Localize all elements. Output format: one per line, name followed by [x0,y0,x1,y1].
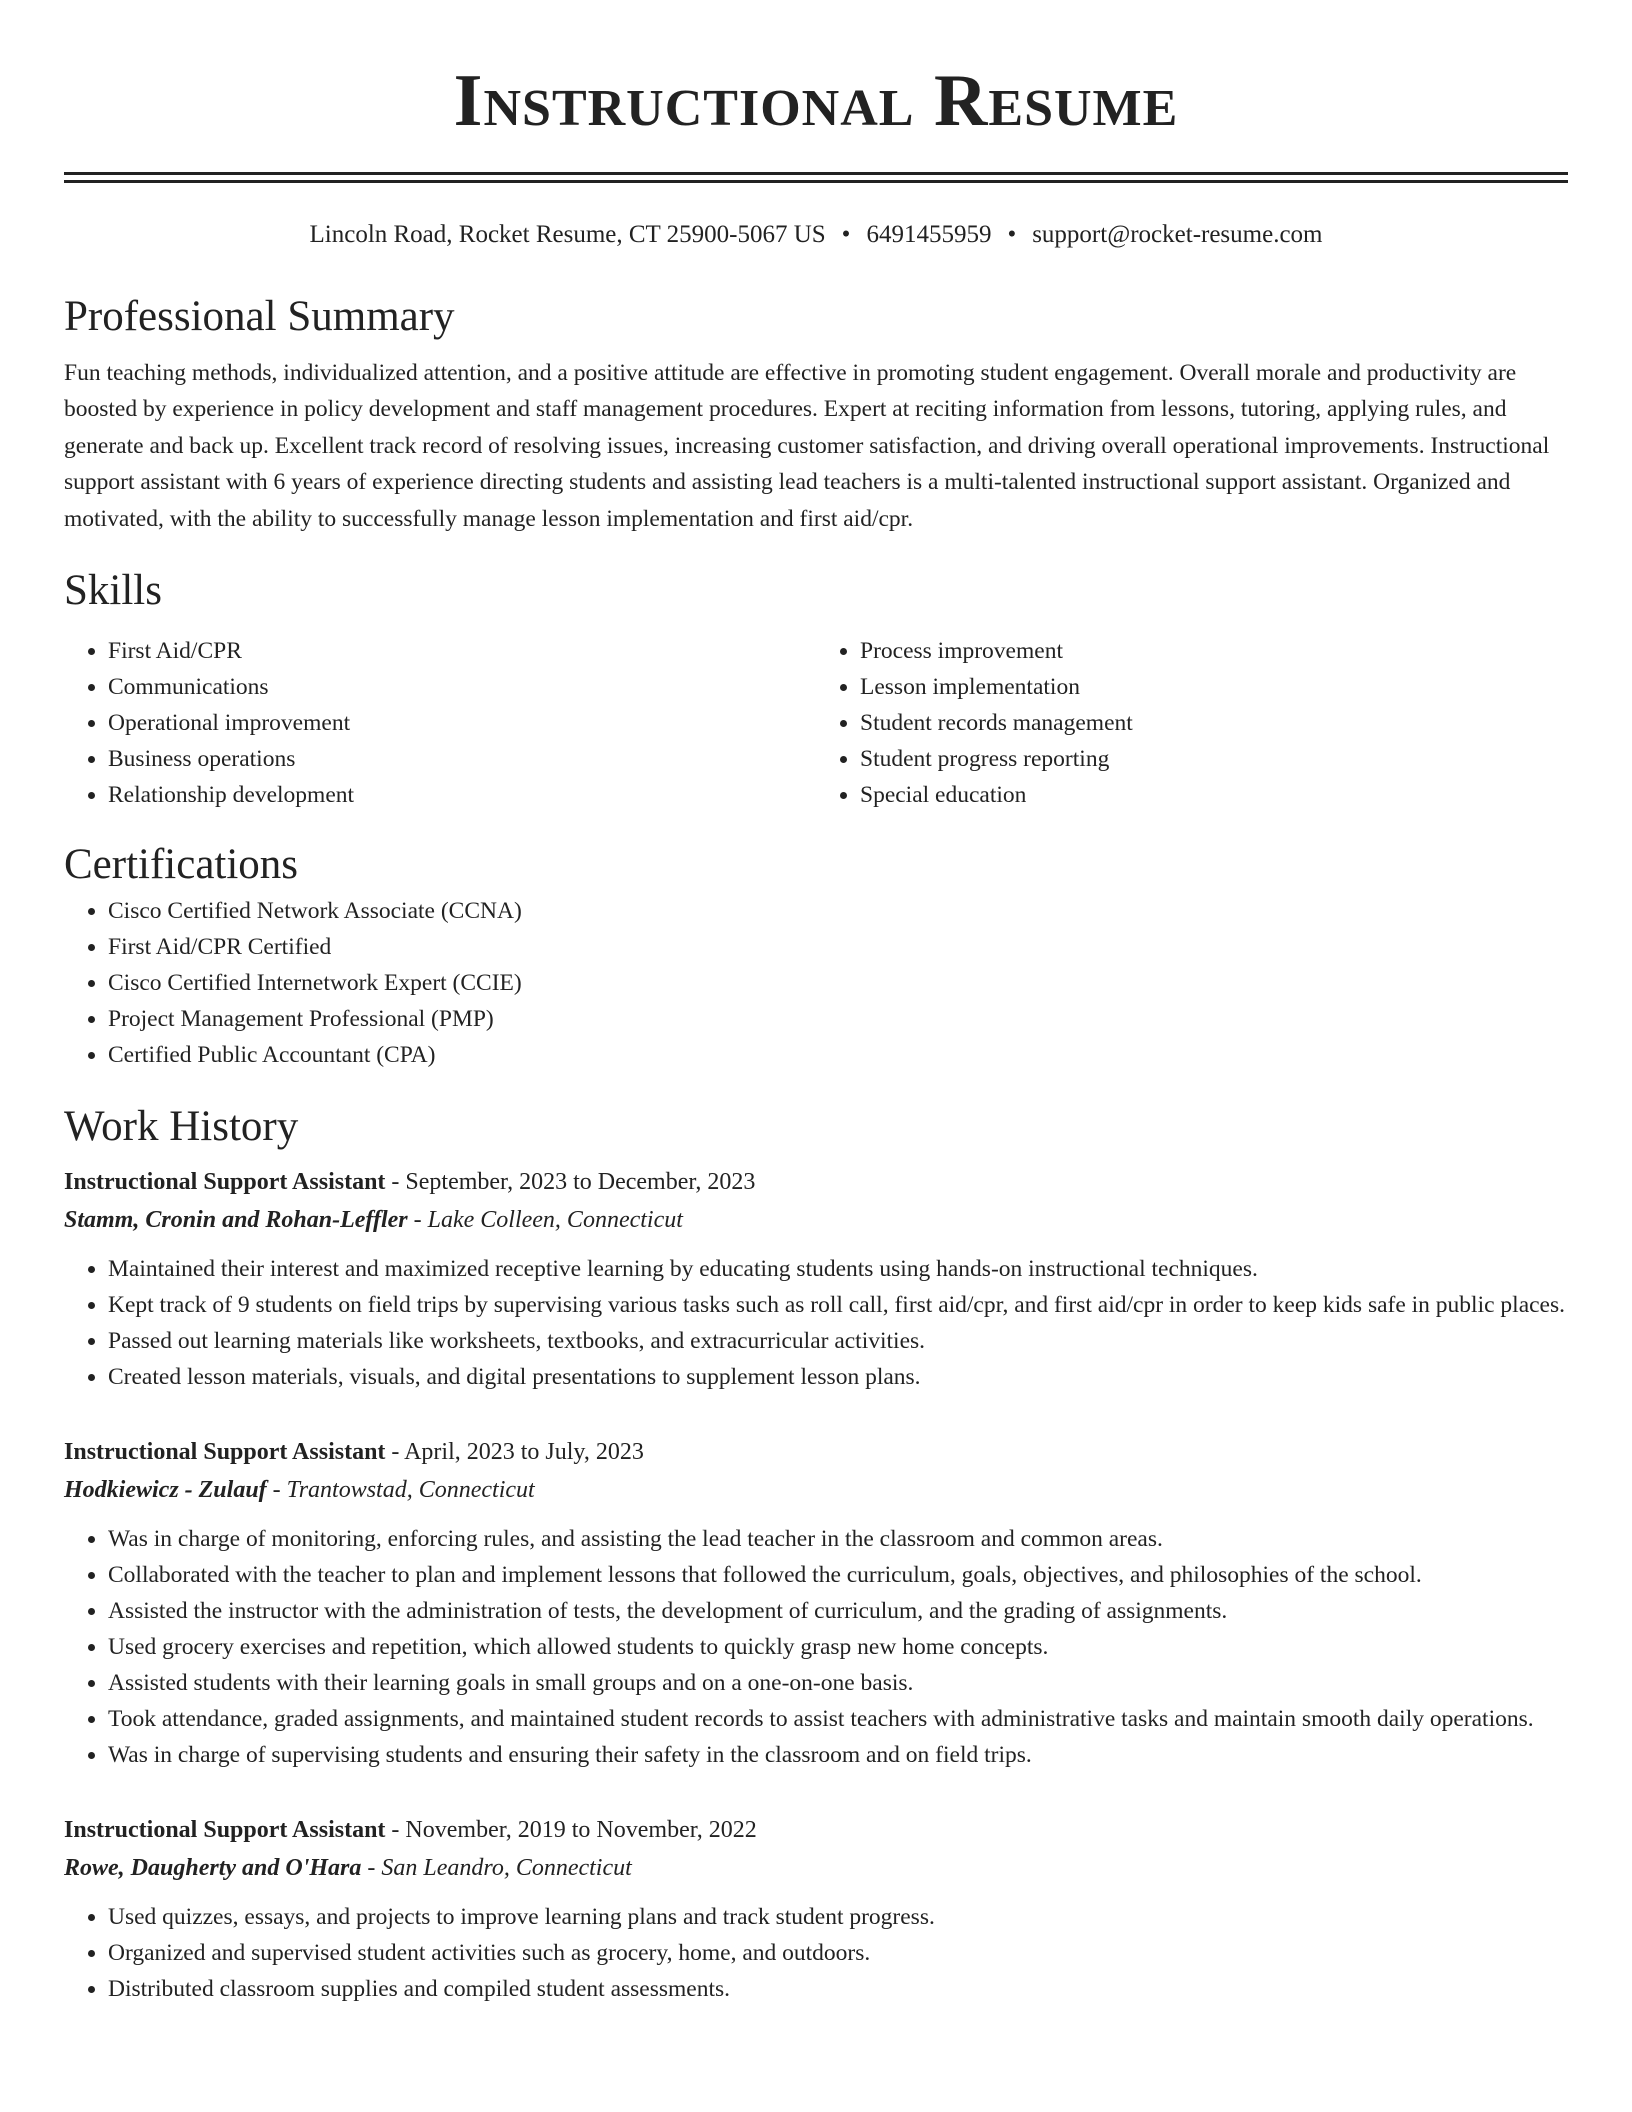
skill-item: • Student progress reporting [860,741,1568,777]
job-company: Rowe, Daugherty and O'Hara [64,1855,362,1882]
skill-item: • Student records management [860,705,1568,741]
job-duty-item: • Took attendance, graded assignments, and maintained student records to assist teachers with administrative tasks and maintain smooth daily operations. [108,1701,1568,1737]
contact-line [64,219,1568,251]
job-duty-item: • Maintained their interest and maximized receptive learning by educating students using hands-on instructional techniques. [108,1251,1568,1287]
job-dates: - September, 2023 to December, 2023 [385,1169,756,1196]
summary-heading: Professional Summary [64,293,455,340]
job-duty-item: • Created lesson materials, visuals, and digital presentations to supplement lesson plans. [108,1359,1568,1395]
skill-item: • Process improvement [860,633,1568,669]
skill-item: • Special education [860,777,1568,813]
contact-phone: 6491455959 [866,221,992,248]
job-title-line [64,1811,1568,1849]
resume-page [64,0,1568,2007]
job-entry [64,1811,1568,2007]
job-company-line [64,1471,1568,1509]
job-title-line [64,1433,1568,1471]
job-role: Instructional Support Assistant [64,1169,386,1196]
job-duty-item: • Used quizzes, essays, and projects to improve learning plans and track student progress. [108,1899,1568,1935]
skills-list-left [64,633,816,813]
certification-item: • First Aid/CPR Certified [108,929,1568,965]
job-location: - Trantowstad, Connecticut [266,1477,535,1504]
contact-email: support@rocket-resume.com [1032,221,1323,248]
job-title-line [64,1163,1568,1201]
summary-text: Fun teaching methods, individualized attention, and a positive attitude are effective in promoting student engagement. Overall morale and productivity are boosted by experience in policy development and staff management procedures. Expert at reciting information from lessons, tutoring, applying rules, and generate and back up. Excellent track record of resolving issues, increasing customer satisfaction, and driving overall operational improvements. Instructional support assistant with 6 years of experience directing students and assisting lead teachers is a multi-talented instructional support assistant. Organized and motivated, with the ability to successfully manage lesson implementation and first aid/cpr. [64,360,1550,532]
work-history-heading: Work History [64,1103,299,1151]
skills-heading: Skills [64,567,162,615]
skill-item: • First Aid/CPR [108,633,816,669]
job-duty-item: • Assisted students with their learning goals in small groups and on a one-on-one basis. [108,1665,1568,1701]
title-double-rule [64,172,1568,183]
skills-columns [64,633,1568,813]
skill-item: • Lesson implementation [860,669,1568,705]
job-duty-item: • Was in charge of supervising students and ensuring their safety in the classroom and on field trips. [108,1737,1568,1773]
certification-item: • Certified Public Accountant (CPA) [108,1037,1568,1073]
skill-item: • Operational improvement [108,705,816,741]
job-entry [64,1163,1568,1395]
skills-list-right [816,633,1568,813]
job-company-line [64,1849,1568,1887]
job-duty-item: • Collaborated with the teacher to plan and implement lessons that followed the curriculum, goals, objectives, and philosophies of the school. [108,1557,1568,1593]
job-duty-item: • Used grocery exercises and repetition, which allowed students to quickly grasp new home concepts. [108,1629,1568,1665]
job-duties-list [64,1521,1568,1773]
certifications-heading: Certifications [64,841,299,889]
job-duty-item: • Passed out learning materials like worksheets, textbooks, and extracurricular activities. [108,1323,1568,1359]
job-role: Instructional Support Assistant [64,1439,386,1466]
certification-item: • Project Management Professional (PMP) [108,1001,1568,1037]
job-location: - Lake Colleen, Connecticut [407,1207,683,1234]
skill-item: • Business operations [108,741,816,777]
job-dates: - November, 2019 to November, 2022 [385,1817,757,1844]
contact-address: Lincoln Road, Rocket Resume, CT 25900-5067 US [309,221,826,248]
job-duty-item: • Kept track of 9 students on field trips by supervising various tasks such as roll call, first aid/cpr, and first aid/cpr in order to keep kids safe in public places. [108,1287,1568,1323]
job-duties-list [64,1251,1568,1395]
contact-separator: • [1007,221,1017,248]
job-role: Instructional Support Assistant [64,1817,386,1844]
job-entry [64,1433,1568,1773]
job-duty-item: • Organized and supervised student activities such as grocery, home, and outdoors. [108,1935,1568,1971]
job-company-line [64,1201,1568,1239]
job-duty-item: • Assisted the instructor with the administration of tests, the development of curriculum, and the grading of assignments. [108,1593,1568,1629]
certification-item: • Cisco Certified Network Associate (CCNA) [108,893,1568,929]
job-duty-item: • Was in charge of monitoring, enforcing rules, and assisting the lead teacher in the classroom and common areas. [108,1521,1568,1557]
skill-item: • Communications [108,669,816,705]
job-duty-item: • Distributed classroom supplies and compiled student assessments. [108,1971,1568,2007]
contact-separator: • [841,221,851,248]
resume-title: Instructional Resume [453,60,1179,142]
certification-item: • Cisco Certified Internetwork Expert (CCIE) [108,965,1568,1001]
job-location: - San Leandro, Connecticut [361,1855,632,1882]
job-duties-list [64,1899,1568,2007]
certifications-list [64,893,1568,1073]
job-company: Hodkiewicz - Zulauf [64,1477,267,1504]
job-dates: - April, 2023 to July, 2023 [385,1439,644,1466]
job-company: Stamm, Cronin and Rohan-Leffler [64,1207,408,1234]
skill-item: • Relationship development [108,777,816,813]
